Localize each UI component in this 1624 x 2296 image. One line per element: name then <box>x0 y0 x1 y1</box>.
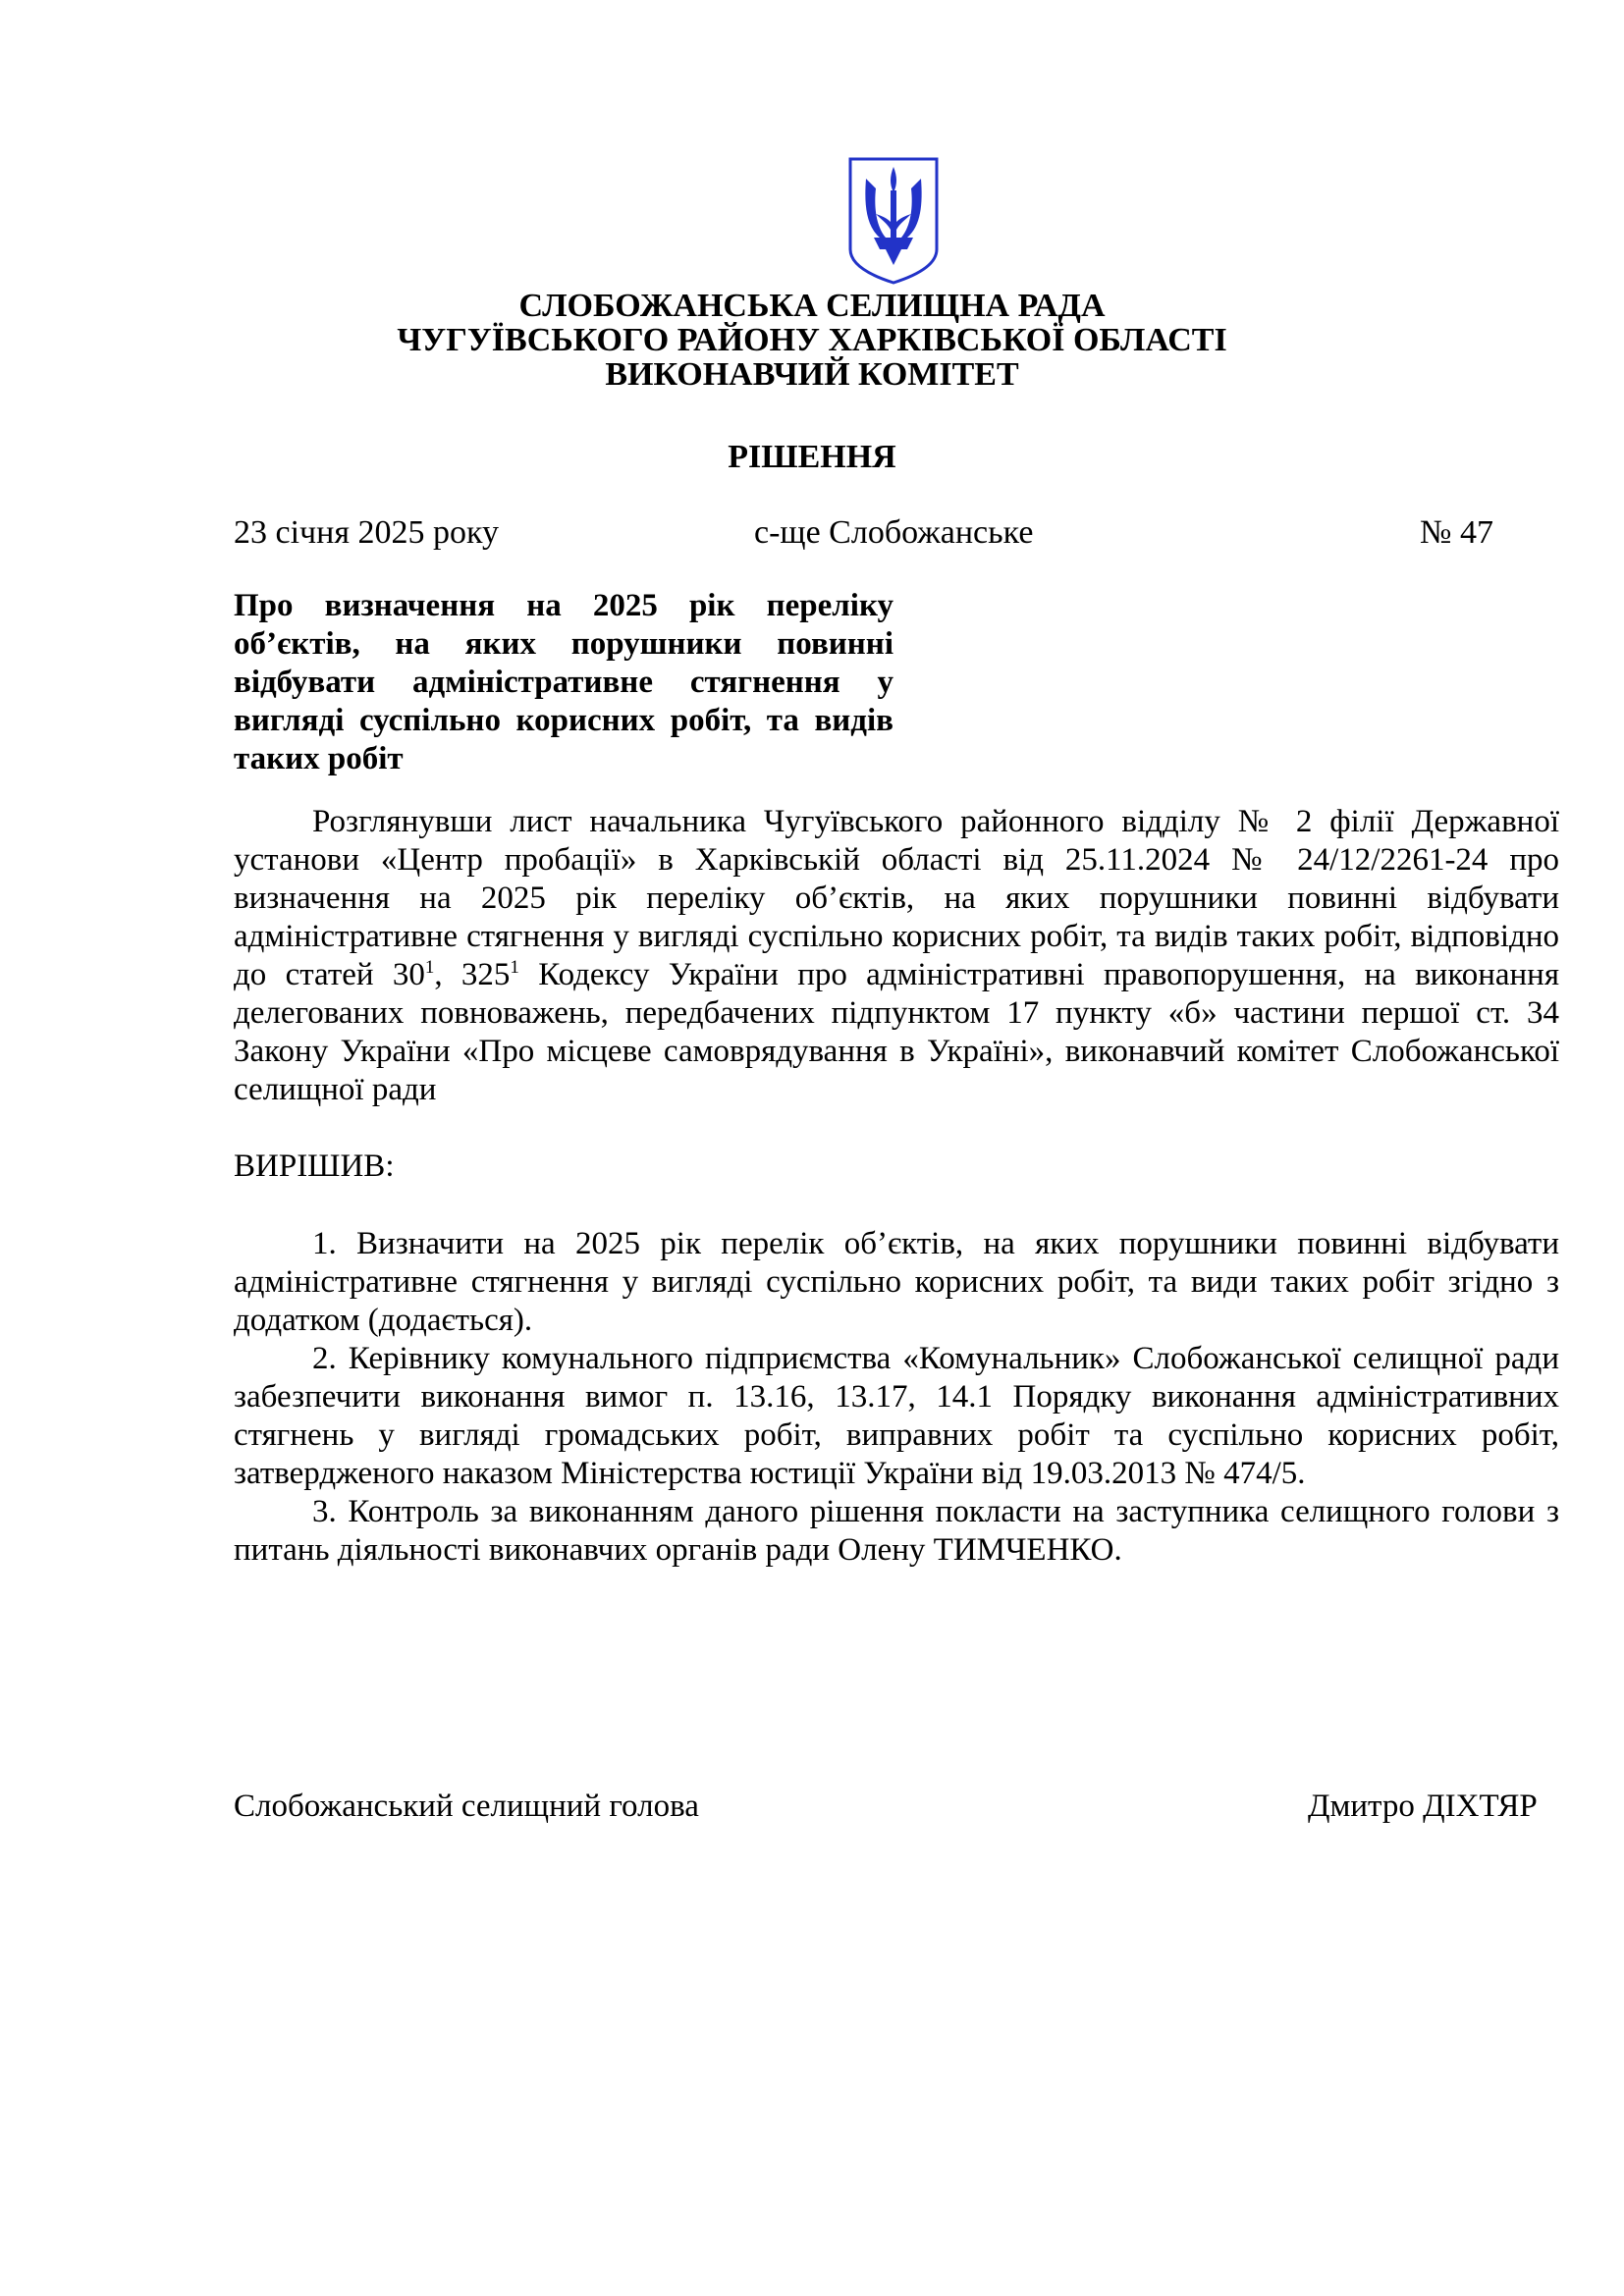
preamble-paragraph <box>234 803 1559 1109</box>
preamble-line <box>234 956 1559 994</box>
resolved-label: ВИРІШИВ: <box>234 1148 395 1184</box>
item-line: 1. Визначити на 2025 рік перелік об’єктів, на яких порушники повинні відбувати <box>312 1226 1559 1261</box>
decision-subject <box>234 587 893 778</box>
superscript: 1 <box>424 957 435 978</box>
council-name: СЛОБОЖАНСЬКА СЕЛИЩНА РАДА <box>518 288 1106 324</box>
subject-line: таких робіт <box>234 741 404 776</box>
document-date: 23 січня 2025 року <box>234 514 500 551</box>
item-line: забезпечити виконання вимог п. 13.16, 13.17, 14.1 Порядку виконання адміністративних <box>234 1379 1559 1415</box>
preamble-text: Кодексу України про адміністративні правопорушення, на виконання <box>518 957 1559 992</box>
preamble-line: адміністративне стягнення у вигляді суспільно корисних робіт, та видів таких робіт, відповідно <box>234 919 1559 954</box>
item-line: затвердженого наказом Міністерства юстиції України від 19.03.2013 № 474/5. <box>234 1456 1306 1491</box>
preamble-line: делегованих повноважень, передбачених підпунктом 17 пункту «б» частини першої ст. 34 <box>234 995 1559 1031</box>
item-line: стягнень у вигляді громадських робіт, виправних робіт та суспільно корисних робіт, <box>234 1417 1559 1453</box>
item-line: адміністративне стягнення у вигляді суспільно корисних робіт, та види таких робіт згідно з <box>234 1264 1559 1300</box>
document-title: РІШЕННЯ <box>728 439 896 475</box>
trident-icon <box>846 155 941 287</box>
signatory-position: Слобожанський селищний голова <box>234 1789 699 1824</box>
committee-name: ВИКОНАВЧИЙ КОМІТЕТ <box>605 356 1019 393</box>
preamble-line: визначення на 2025 рік переліку об’єктів, на яких порушники повинні відбувати <box>234 881 1559 916</box>
signatory-name: Дмитро ДІХТЯР <box>1308 1789 1538 1824</box>
district-name: ЧУГУЇВСЬКОГО РАЙОНУ ХАРКІВСЬКОЇ ОБЛАСТІ <box>397 322 1227 358</box>
item-line: додатком (додається). <box>234 1303 533 1338</box>
subject-line: об’єктів, на яких порушники повинні <box>234 626 893 662</box>
preamble-line: установи «Центр пробації» в Харківській області від 25.11.2024 № 24/12/2261-24 про <box>234 842 1559 878</box>
preamble-line: Закону України «Про місцеве самоврядування в Україні», виконавчий комітет Слобожанської <box>234 1034 1559 1069</box>
document-place: с-ще Слобожанське <box>754 514 1034 551</box>
subject-line: вигляді суспільно корисних робіт, та видів <box>234 703 893 738</box>
item-line: питань діяльності виконавчих органів ради Олену ТИМЧЕНКО. <box>234 1532 1122 1568</box>
subject-line: відбувати адміністративне стягнення у <box>234 665 893 700</box>
item-line: 3. Контроль за виконанням даного рішення покласти на заступника селищного голови з <box>312 1494 1559 1529</box>
preamble-text: , 325 <box>434 957 511 992</box>
item-line: 2. Керівнику комунального підприємства «Комунальник» Слобожанської селищної ради <box>312 1341 1559 1376</box>
preamble-text: до статей 30 <box>234 957 425 992</box>
preamble-line: Розглянувши лист начальника Чугуївського районного відділу № 2 філії Державної <box>312 804 1559 839</box>
preamble-line: селищної ради <box>234 1072 437 1107</box>
decision-items <box>234 1225 1559 1570</box>
superscript: 1 <box>510 957 519 978</box>
subject-line: Про визначення на 2025 рік переліку <box>234 588 893 623</box>
document-number: № 47 <box>1420 514 1493 551</box>
